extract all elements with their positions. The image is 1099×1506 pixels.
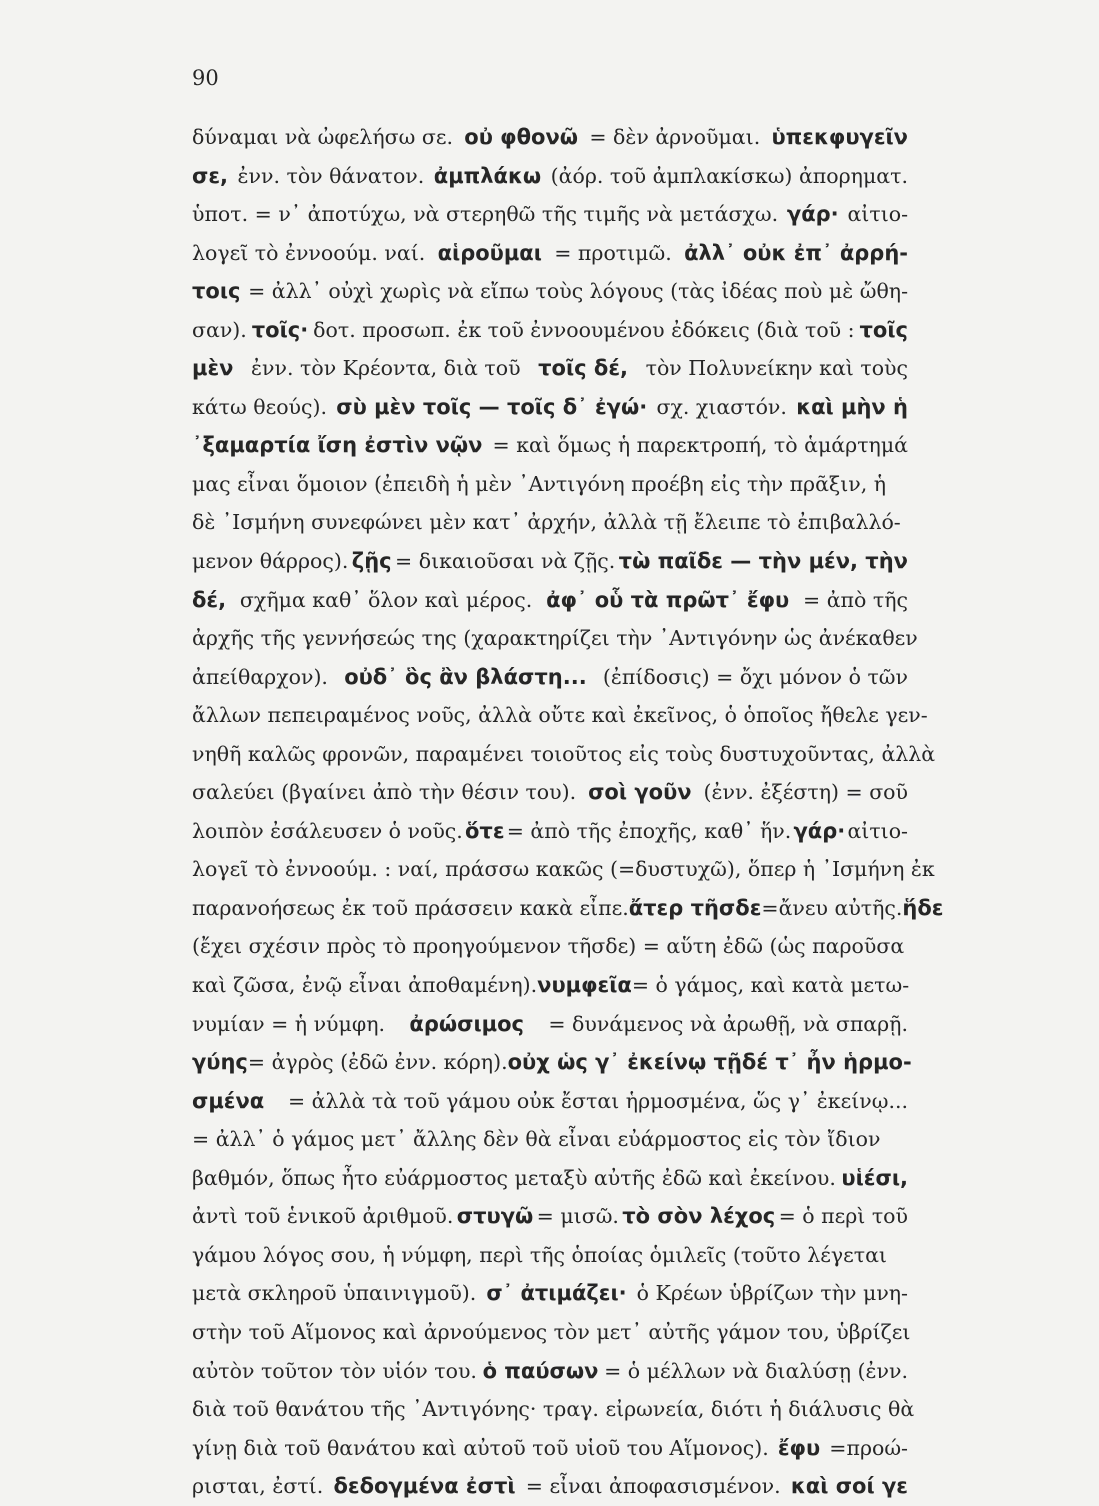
gloss-text: ἀντὶ τοῦ ἑνικοῦ ἀριθμοῦ. xyxy=(192,1204,454,1229)
gloss-text: ἐνν. τὸν Κρέοντα, διὰ τοῦ xyxy=(251,356,521,381)
gloss-text: = ἀπὸ τῆς ἐποχῆς, καθ᾽ ἥν. xyxy=(506,818,792,843)
lemma-term: ὑπεκφυγεῖν xyxy=(771,125,908,149)
gloss-text: = μισῶ. xyxy=(536,1204,619,1229)
lemma-term: γύης xyxy=(192,1050,248,1075)
text-line xyxy=(192,118,908,157)
gloss-text: σαν). xyxy=(192,317,247,342)
gloss-text: ἐνν. τὸν θάνατον. xyxy=(237,163,425,188)
lemma-term: ἀρώσιμος xyxy=(409,1011,524,1036)
lemma-term: τὼ παῖδε — τὴν μέν, τὴν xyxy=(618,549,908,574)
text-line xyxy=(192,1352,908,1391)
text-line xyxy=(192,157,908,196)
text-line xyxy=(192,195,908,234)
lemma-term: τοῖς δέ, xyxy=(538,356,629,381)
text-line xyxy=(192,542,908,581)
gloss-text: γίνῃ διὰ τοῦ θανάτου καὶ αὐτοῦ τοῦ υἱοῦ του Αἵμονος). xyxy=(192,1435,769,1460)
gloss-text: στὴν τοῦ Αἵμονος καὶ ἀρνούμενος τὸν μετ᾽ αὐτῆς γάμον του, ὑβρίζει xyxy=(192,1319,911,1344)
gloss-text: κάτω θεούς). xyxy=(192,394,327,419)
lemma-term: τοις xyxy=(192,279,241,304)
gloss-text: δοτ. προσωπ. ἐκ τοῦ ἐννοουμένου ἐδόκεις (διὰ τοῦ : xyxy=(313,317,855,342)
lemma-term: ἄτερ τῆσδε xyxy=(628,895,762,920)
gloss-text: = ἀγρὸς (ἐδῶ ἐνν. κόρη). xyxy=(247,1050,508,1075)
text-line xyxy=(192,658,908,697)
text-line xyxy=(192,1082,908,1121)
gloss-text: (ἀόρ. τοῦ ἀμπλακίσκω) ἀπορηματ. xyxy=(550,163,908,188)
gloss-text: (ἐπίδοσις) = ὄχι μόνον ὁ τῶν xyxy=(602,664,908,689)
gloss-text: αἰτιο- xyxy=(847,202,908,227)
lemma-term: νυμφεῖα xyxy=(537,973,632,998)
lemma-term: υἱέσι, xyxy=(841,1165,908,1190)
lemma-term: οὐδ᾽ ὃς ἂν βλάστη... xyxy=(344,664,587,689)
lemma-term: ἀμπλάκω xyxy=(433,163,542,188)
gloss-text: παρανοήσεως ἐκ τοῦ πράσσειν κακὰ εἶπε. xyxy=(192,895,629,920)
text-line xyxy=(192,1120,908,1159)
gloss-text: =προώ- xyxy=(829,1435,908,1460)
gloss-text: σαλεύει (βγαίνει ἀπὸ τὴν θέσιν του). xyxy=(192,780,577,805)
lemma-term: γάρ· xyxy=(793,818,846,843)
lemma-term: τοῖς· xyxy=(251,317,309,342)
gloss-text: ἄλλων πεπειραμένος νοῦς, ἀλλὰ οὔτε καὶ ἐκεῖνος, ὁ ὁποῖος ἤθελε γεν- xyxy=(192,703,928,728)
lemma-term: καὶ μὴν ἡ xyxy=(796,394,908,419)
gloss-text: διὰ τοῦ θανάτου τῆς ᾽Αντιγόνης· τραγ. εἰρωνεία, διότι ἡ διάλυσις θὰ xyxy=(192,1397,915,1422)
lemma-term: ᾽ξαμαρτία ἴση ἐστὶν νῷν xyxy=(192,433,483,458)
text-line xyxy=(192,696,928,735)
commentary-text xyxy=(192,118,944,1506)
lemma-term: ἀφ᾽ οὗ τὰ πρῶτ᾽ ἔφυ xyxy=(546,587,790,612)
gloss-text: = ἀπὸ τῆς xyxy=(803,587,908,612)
text-line xyxy=(192,1005,908,1044)
gloss-text: = εἶναι ἀποφασισμένον. xyxy=(525,1474,781,1499)
text-line xyxy=(192,1429,908,1468)
lemma-term: ἥδε xyxy=(902,895,944,920)
text-line xyxy=(192,503,908,542)
lemma-term: γάρ· xyxy=(786,202,839,227)
lemma-term: ὅτε xyxy=(465,818,505,843)
lemma-term: αἱροῦμαι xyxy=(437,240,542,265)
lemma-term: οὐχ ὡς γ᾽ ἐκείνῳ τῇδέ τ᾽ ἦν ἡρμο- xyxy=(507,1050,912,1075)
text-line xyxy=(192,311,908,350)
text-line xyxy=(192,1043,912,1082)
gloss-text: ρισται, ἐστί. xyxy=(192,1474,324,1499)
lemma-term: ἔφυ xyxy=(777,1435,821,1460)
text-line xyxy=(192,388,908,427)
text-line xyxy=(192,1313,911,1352)
gloss-text: = ἀλλὰ τὰ τοῦ γάμου οὐκ ἔσται ἡρμοσμένα, ὥς γ᾽ ἐκείνῳ... xyxy=(287,1088,908,1113)
lemma-term: σε, xyxy=(192,163,229,188)
text-line xyxy=(192,1274,908,1313)
text-line xyxy=(192,812,908,851)
gloss-text: λοιπὸν ἐσάλευσεν ὁ νοῦς. xyxy=(192,818,463,843)
gloss-text: σχ. χιαστόν. xyxy=(656,394,787,419)
lemma-term: σοὶ γοῦν xyxy=(588,780,692,805)
gloss-text: γάμου λόγος σου, ἡ νύμφη, περὶ τῆς ὁποίας ὁμιλεῖς (τοῦτο λέγεται xyxy=(192,1242,887,1267)
text-line xyxy=(192,272,908,311)
gloss-text: = ὁ γάμος, καὶ κατὰ μετω- xyxy=(631,973,910,998)
gloss-text: ἀπείθαρχον). xyxy=(192,664,328,689)
gloss-text: = ἀλλ᾽ ὁ γάμος μετ᾽ ἄλλης δὲν θὰ εἶναι εὐάρμοστος εἰς τὸν ἴδιον xyxy=(192,1127,881,1152)
text-line xyxy=(192,349,908,388)
gloss-text: νυμίαν = ἡ νύμφη. xyxy=(192,1011,385,1036)
gloss-text: τὸν Πολυνείκην καὶ τοὺς xyxy=(645,356,908,381)
gloss-text: αὐτὸν τοῦτον τὸν υἱόν του. xyxy=(192,1358,477,1383)
lemma-term: ἀλλ᾽ οὐκ ἐπ᾽ ἀρρή- xyxy=(684,240,908,265)
gloss-text: = καὶ ὅμως ἡ παρεκτροπή, τὸ ἁμάρτημά xyxy=(492,433,908,458)
text-line xyxy=(192,966,908,1005)
text-line xyxy=(192,1236,908,1275)
lemma-term: σὺ μὲν τοῖς — τοῖς δ᾽ ἐγώ· xyxy=(336,394,648,419)
gloss-text: (ἔχει σχέσιν πρὸς τὸ προηγούμενον τῆσδε) = αὕτη ἐδῶ (ὡς παροῦσα xyxy=(192,934,905,959)
gloss-text: βαθμόν, ὅπως ἦτο εὐάρμοστος μεταξὺ αὐτῆς ἐδῶ καὶ ἐκείνου. xyxy=(192,1165,836,1190)
gloss-text: ὁ Κρέων ὑβρίζων τὴν μνη- xyxy=(636,1281,908,1306)
gloss-text: ἀρχῆς τῆς γεννήσεώς της (χαρακτηρίζει τὴν ᾽Αντιγόνην ὡς ἀνέκαθεν xyxy=(192,626,918,651)
lemma-term: καὶ σοί γε xyxy=(790,1474,908,1499)
text-line xyxy=(192,619,918,658)
gloss-text: μας εἶναι ὅμοιον (ἐπειδὴ ἡ μὲν ᾽Αντιγόνη προέβη εἰς τὴν πρᾶξιν, ἡ xyxy=(192,471,887,496)
gloss-text: μενον θάρρος). xyxy=(192,549,349,574)
gloss-text: μετὰ σκληροῦ ὑπαινιγμοῦ). xyxy=(192,1281,477,1306)
text-line xyxy=(192,1159,908,1198)
gloss-text: = ὁ μέλλων νὰ διαλύσῃ (ἐνν. xyxy=(604,1358,908,1383)
gloss-text: (ἐνν. ἐξέστη) = σοῦ xyxy=(703,780,908,805)
gloss-text: λογεῖ τὸ ἐννοούμ. ναί. xyxy=(192,240,426,265)
gloss-text: = προτιμῶ. xyxy=(554,240,672,265)
lemma-term: τὸ σὸν λέχος xyxy=(622,1204,776,1229)
text-line xyxy=(192,234,908,273)
text-line xyxy=(192,465,908,504)
text-line xyxy=(192,889,944,928)
lemma-term: δεδογμένα ἐστὶ xyxy=(333,1474,516,1499)
gloss-text: σχῆμα καθ᾽ ὅλον καὶ μέρος. xyxy=(239,587,533,612)
gloss-text: = δὲν ἀρνοῦμαι. xyxy=(589,125,761,149)
lemma-term: οὐ φθονῶ xyxy=(464,125,579,149)
text-line xyxy=(192,426,908,465)
lemma-term: μὲν xyxy=(192,356,234,381)
lemma-term: σ᾽ ἀτιμάζει· xyxy=(486,1281,627,1306)
text-line xyxy=(192,581,908,620)
gloss-text: ὑποτ. = ν᾽ ἀποτύχω, νὰ στερηθῶ τῆς τιμῆς νὰ μετάσχω. xyxy=(192,202,779,227)
text-line xyxy=(192,1390,915,1429)
gloss-text: = δικαιοῦσαι νὰ ζῇς. xyxy=(395,549,616,574)
page-number: 90 xyxy=(192,66,219,90)
lemma-term: τοῖς xyxy=(859,317,908,342)
text-line xyxy=(192,927,908,966)
gloss-text: δὲ ᾽Ισμήνη συνεφώνει μὲν κατ᾽ ἀρχήν, ἀλλὰ τῇ ἔλειπε τὸ ἐπιβαλλό- xyxy=(192,510,901,535)
text-line xyxy=(192,850,935,889)
lemma-term: ζῇς xyxy=(351,549,392,574)
gloss-text: = ὁ περὶ τοῦ xyxy=(778,1204,908,1229)
text-line xyxy=(192,735,936,774)
gloss-text: = δυνάμενος νὰ ἀρωθῇ, νὰ σπαρῇ. xyxy=(548,1011,908,1036)
gloss-text: καὶ ζῶσα, ἐνῷ εἶναι ἀποθαμένη). xyxy=(192,973,538,998)
lemma-term: δέ, xyxy=(192,587,227,612)
gloss-text: νηθῆ καλῶς φρονῶν, παραμένει τοιοῦτος εἰς τοὺς δυστυχοῦντας, ἀλλὰ xyxy=(192,741,936,766)
gloss-text: = ἀλλ᾽ οὐχὶ χωρὶς νὰ εἴπω τοὺς λόγους (τὰς ἰδέας ποὺ μὲ ὤθη- xyxy=(248,279,908,304)
gloss-text: =ἄνευ αὐτῆς. xyxy=(761,895,903,920)
text-line xyxy=(192,1197,908,1236)
gloss-text: λογεῖ τὸ ἐννοούμ. : ναί, πράσσω κακῶς (=δυστυχῶ), ὅπερ ἡ ᾽Ισμήνη ἐκ xyxy=(192,857,935,882)
lemma-term: στυγῶ xyxy=(456,1204,534,1229)
lemma-term: ὁ παύσων xyxy=(482,1358,599,1383)
gloss-text: αἰτιο- xyxy=(847,818,908,843)
lemma-term: σμένα xyxy=(192,1088,265,1113)
text-line xyxy=(192,773,908,812)
gloss-text: δύναμαι νὰ ὠφελήσω σε. xyxy=(192,125,453,149)
